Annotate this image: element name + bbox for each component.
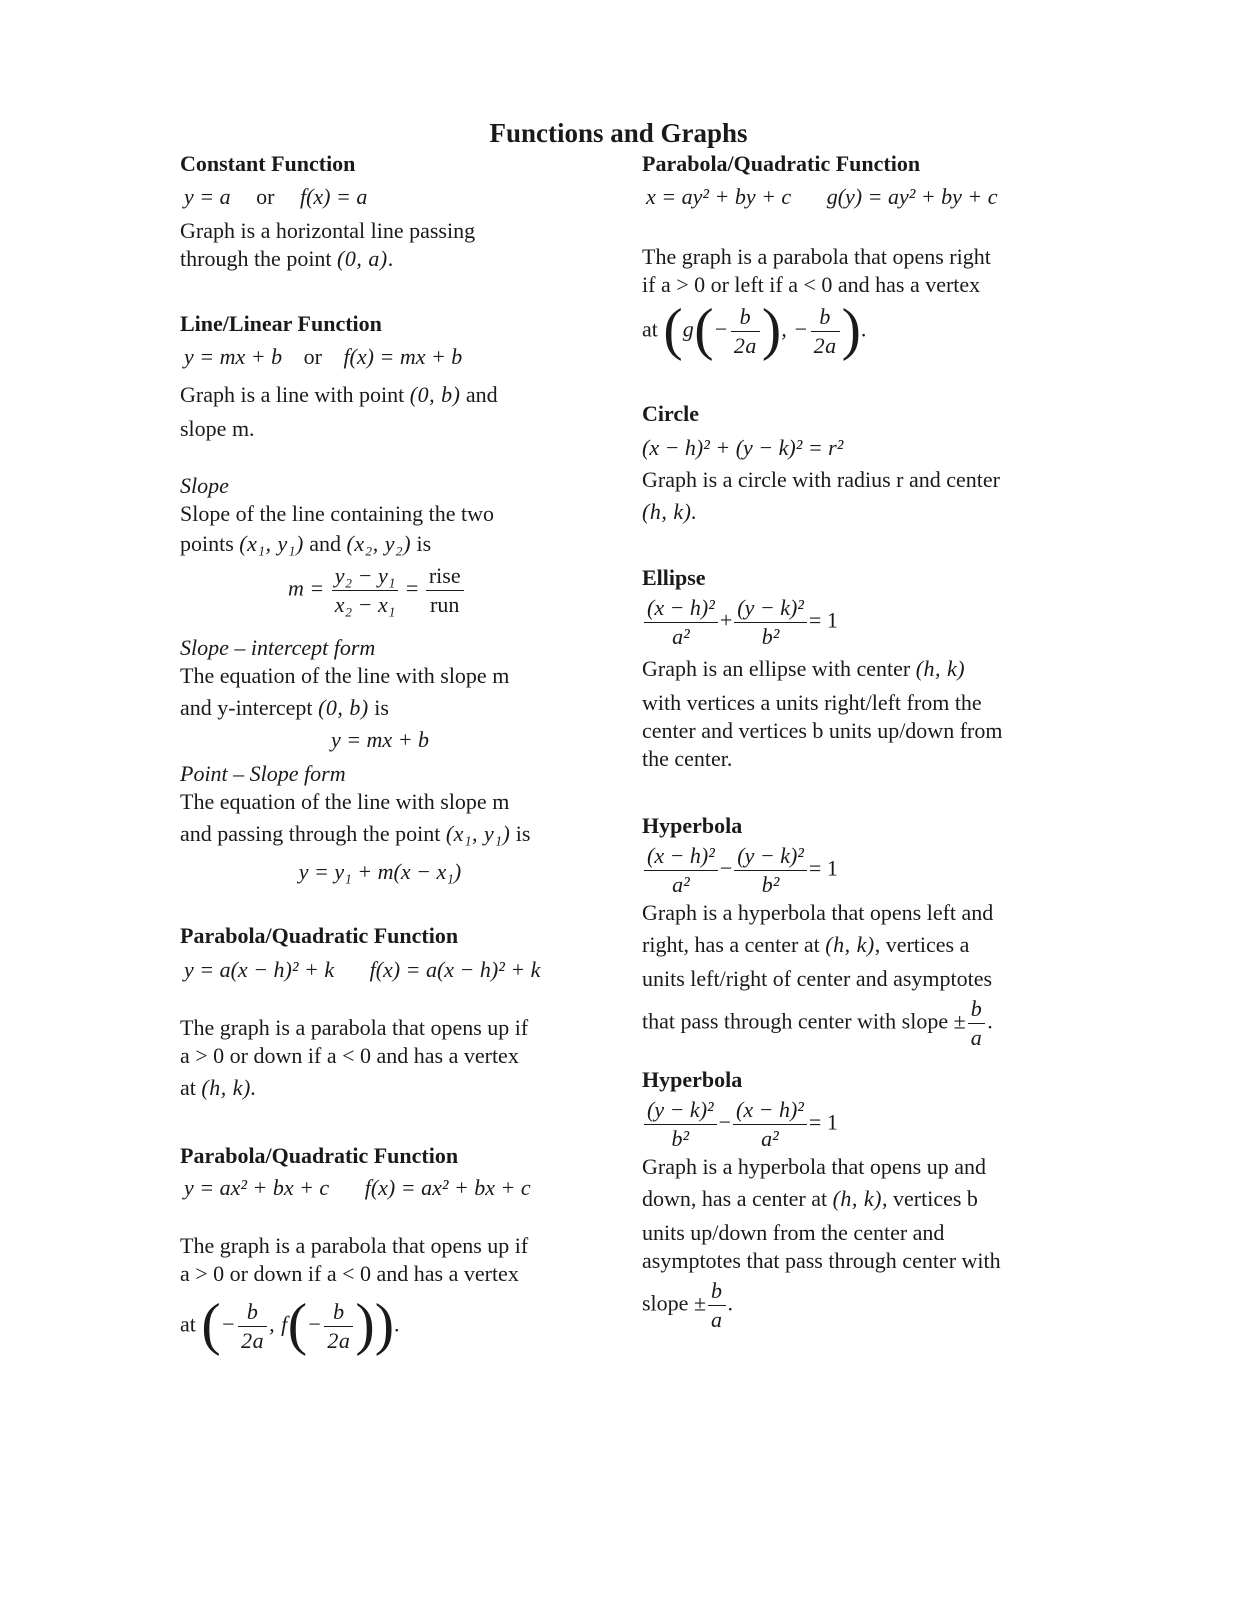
description: the center. [642,746,733,771]
description: Graph is an ellipse with center (h, k) [642,656,966,681]
subheading: Point – Slope form [180,761,346,786]
description: Graph is a hyperbola that opens left and [642,900,994,925]
description: The graph is a parabola that opens up if [180,1233,529,1258]
section-heading: Line/Linear Function [180,311,382,336]
equation: (x − h)² + (y − k)² = r² [642,435,844,460]
equation: y = ax² + bx + c f(x) = ax² + bx + c [184,1175,531,1200]
description: Graph is a line with point (0, b) and [180,382,498,407]
rise-run-fraction: $\frac{\text{rise}}{\text{run}}$ [426,562,464,619]
description: through the point (0, a). [180,246,394,271]
parabola-standard-form-section [180,1142,580,1355]
equation: y = mx + b [330,727,430,752]
description: at (h, k). [180,1075,257,1100]
section-heading: Hyperbola [642,813,743,838]
description: units up/down from the center and [642,1220,945,1245]
description: slope ± $\frac{b}{a}$ . [642,1278,734,1332]
vertex-formula: at (− $\frac{b}{2a}$ , f(− $\frac{b}{2a}$ )). [180,1291,400,1357]
linear-function-section [180,310,580,443]
equation: y = a(x − h)² + k f(x) = a(x − h)² + k [184,957,541,982]
description: center and vertices b units up/down from [642,718,1003,743]
description: that pass through center with slope ± $\frac{b}{a}$ . [642,996,993,1050]
description: Graph is a hyperbola that opens up and [642,1154,986,1179]
section-heading: Hyperbola [642,1067,743,1092]
equation: $\frac{\text{(y − k)²}}{\text{b²}}$ − $\frac{\text{(x − h)²}}{\text{a²}}$ = 1 [642,1096,1042,1153]
hyperbola-vertical-section [642,1066,1042,1334]
section-heading: Parabola/Quadratic Function [180,923,459,948]
description: down, has a center at (h, k), vertices b [642,1186,978,1211]
description: with vertices a units right/left from the [642,690,982,715]
equation: y = y₁ + m(x − x₁) [298,859,462,884]
equation: $\frac{\text{(x − h)²}}{\text{a²}}$ − $\frac{\text{(y − k)²}}{\text{b²}}$ = 1 [642,842,1042,899]
description: Graph is a horizontal line passing [180,218,476,243]
circle-section [642,400,1042,526]
slope-fraction: $\frac{\text{y₂ − y₁}}{\text{x₂ − x₁}}$ [332,562,399,619]
equation: $\frac{\text{(x − h)²}}{\text{a²}}$ + $\frac{\text{(y − k)²}}{\text{b²}}$ = 1 [642,594,1042,651]
slope-formula: m = $\frac{\text{y₂ − y₁}}{\text{x₂ − x₁}}$ = $\frac{\text{rise}}{\text{run}}$ [288,562,580,619]
description: points (x₁, y₁) and (x₂, y₂) is [180,531,432,556]
section-heading: Constant Function [180,151,356,176]
subheading: Slope – intercept form [180,635,376,660]
description: Slope of the line containing the two [180,501,495,526]
subheading: Slope [180,473,229,498]
section-heading: Circle [642,401,700,426]
description: asymptotes that pass through center with [642,1248,1001,1273]
section-heading: Parabola/Quadratic Function [642,151,921,176]
description: The equation of the line with slope m [180,789,510,814]
page-title: Functions and Graphs [489,118,748,148]
description: slope m. [180,416,255,441]
description: a > 0 or down if a < 0 and has a vertex [180,1261,519,1286]
description: a > 0 or down if a < 0 and has a vertex [180,1043,519,1068]
section-heading: Parabola/Quadratic Function [180,1143,459,1168]
hyperbola-horizontal-section [642,812,1042,1052]
description: The equation of the line with slope m [180,663,510,688]
description: Graph is a circle with radius r and center [642,467,1000,492]
equation: y = a or f(x) = a [184,184,368,209]
description: units left/right of center and asymptotes [642,966,993,991]
parabola-horizontal-section [642,150,1042,360]
constant-function-section [180,150,580,273]
description: The graph is a parabola that opens right [642,244,991,269]
point-slope-section [180,760,580,886]
slope-intercept-section [180,634,580,754]
equation: y = mx + b or f(x) = mx + b [184,344,463,369]
description: and passing through the point (x₁, y₁) is [180,821,531,846]
description: if a > 0 or left if a < 0 and has a vertex [642,272,981,297]
vertex-formula: at (g(− $\frac{b}{2a}$ ), − $\frac{b}{2a}$ ). [642,296,867,362]
slope-section [180,472,580,619]
equation: x = ay² + by + c g(y) = ay² + by + c [646,184,998,209]
description: The graph is a parabola that opens up if [180,1015,529,1040]
description: right, has a center at (h, k), vertices a [642,932,970,957]
center-point: (h, k). [642,499,698,524]
description: and y-intercept (0, b) is [180,695,389,720]
section-heading: Ellipse [642,565,706,590]
ellipse-section [642,564,1042,773]
parabola-vertex-form-section [180,922,580,1102]
